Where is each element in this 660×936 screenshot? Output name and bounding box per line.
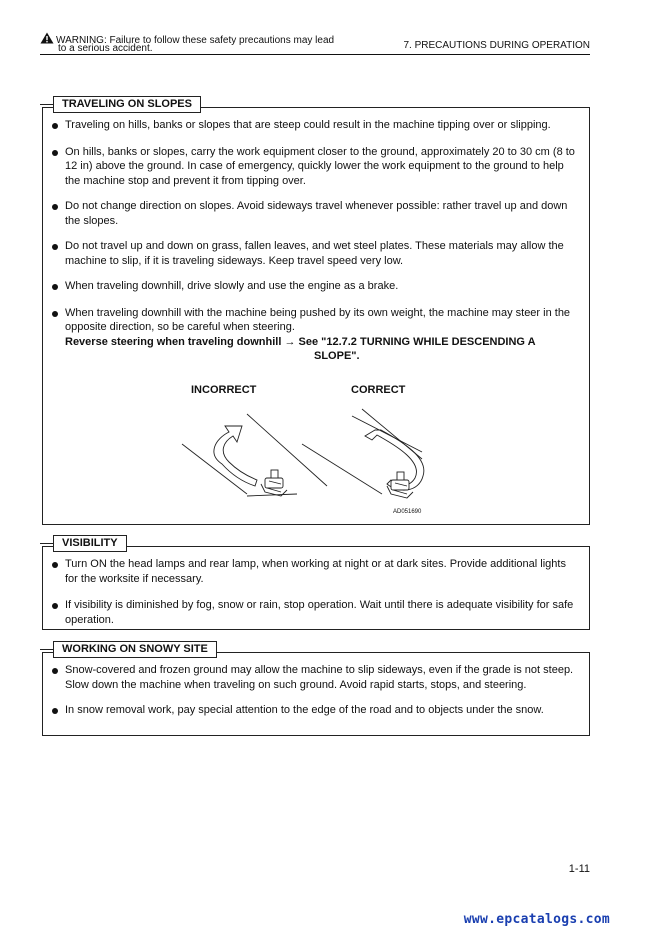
bulldozer-icon-incorrect xyxy=(261,470,287,496)
section-heading: 7. PRECAUTIONS DURING OPERATION xyxy=(403,40,590,51)
page-number: 1-11 xyxy=(568,863,590,875)
bulldozer-icon-correct xyxy=(387,472,413,498)
list-item xyxy=(43,306,581,364)
section-title-snowy: WORKING ON SNOWY SITE xyxy=(53,641,217,658)
reference-line: Reverse steering when traveling downhill → See "12.7.2 TURNING WHILE DESCENDING A xyxy=(65,335,536,348)
figure-code: AD051690 xyxy=(393,509,422,515)
slope-steering-illustration xyxy=(177,404,477,514)
warning-text-2: to a serious accident. xyxy=(58,43,153,54)
section-title-slopes: TRAVELING ON SLOPES xyxy=(53,96,201,113)
list-item: Do not change direction on slopes. Avoid sideways travel whenever possible: rather travel up and down the slopes. xyxy=(43,199,581,228)
header-divider xyxy=(40,54,590,55)
list-item: Traveling on hills, banks or slopes that are steep could result in the machine tipping over or slipping. xyxy=(43,118,581,133)
list-item: Turn ON the head lamps and rear lamp, when working at night or at dark sites. Provide additional lights for the worksite if necessary. xyxy=(43,557,581,586)
list-item: On hills, banks or slopes, carry the work equipment closer to the ground, approximately 20 to 30 cm (8 to 12 in) above the ground. In case of emergency, quickly lower the work equipment to the ground to help the machine stop and prevent it from tipping over. xyxy=(43,145,581,189)
warning-text-1: WARNING: Failure to follow these safety precautions may lead xyxy=(56,35,335,46)
page-header xyxy=(40,32,590,58)
section-title-visibility: VISIBILITY xyxy=(53,535,127,552)
list-item: When traveling downhill, drive slowly and use the engine as a brake. xyxy=(43,279,581,294)
list-item-text: When traveling downhill with the machine being pushed by its own weight, the machine may steer in the opposite direction, so be careful when steering. xyxy=(65,306,571,333)
list-item: In snow removal work, pay special attention to the edge of the road and to objects under the snow. xyxy=(43,703,581,718)
correct-label: CORRECT xyxy=(351,384,406,396)
warning-triangle-icon xyxy=(40,32,54,44)
list-item: If visibility is diminished by fog, snow or rain, stop operation. Wait until there is adequate visibility for safe operation. xyxy=(43,598,581,627)
list-item: Snow-covered and frozen ground may allow the machine to slip sideways, even if the grade is not steep. Slow down the machine when traveling on such ground. Avoid rapid starts, stops, and steering. xyxy=(43,663,581,692)
traveling-on-slopes-section xyxy=(42,98,590,525)
incorrect-label: INCORRECT xyxy=(191,384,257,396)
list-item: Do not travel up and down on grass, fallen leaves, and wet steel plates. These materials may allow the machine to slip, if it is traveling sideways. Keep travel speed very low. xyxy=(43,239,581,268)
reference-line-cont: SLOPE". xyxy=(314,350,360,362)
site-watermark: www.epcatalogs.com xyxy=(463,912,610,927)
visibility-section xyxy=(42,537,590,630)
snowy-site-section xyxy=(42,643,590,736)
incorrect-illustration xyxy=(182,414,327,496)
correct-illustration xyxy=(302,409,424,498)
